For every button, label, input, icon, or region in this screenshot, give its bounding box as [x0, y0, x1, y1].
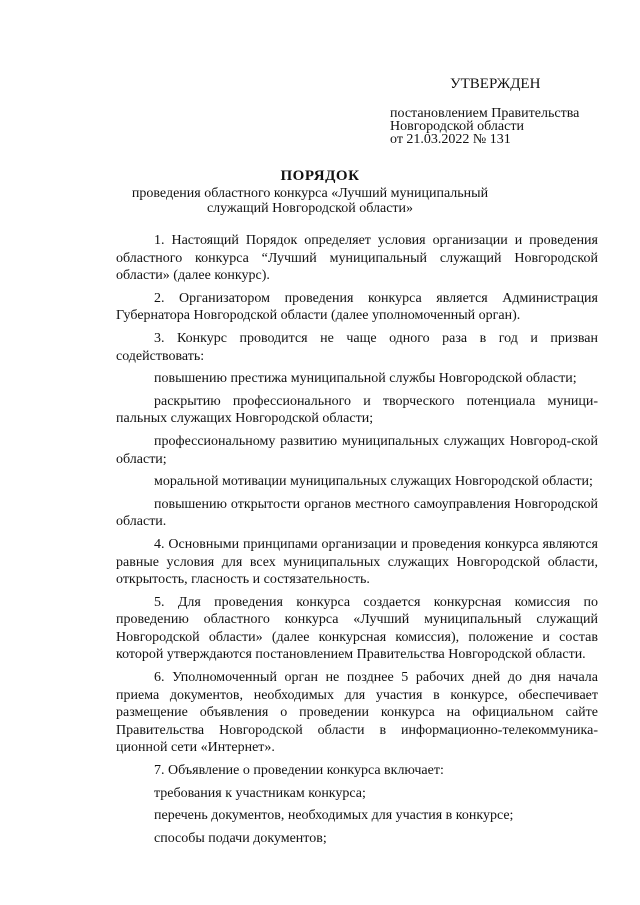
- list-item: моральной мотивации муниципальных служащих Новгородской области;: [154, 474, 593, 490]
- paragraph: 7. Объявление о проведении конкурса включает:: [154, 763, 444, 779]
- approval-line: постановлением Правительства: [390, 106, 580, 121]
- paragraph: 3. Конкурс проводится не чаще одного раза в год и призван содействовать:: [116, 330, 598, 364]
- list-item: профессиональному развитию муниципальных служащих Новгород-ской области;: [116, 433, 598, 467]
- approved-label: УТВЕРЖДЕН: [450, 76, 541, 92]
- list-item: требования к участникам конкурса;: [154, 785, 366, 801]
- paragraph: 5. Для проведения конкурса создается конкурсная комиссия по проведению областного конкурса «Лучший муниципальный служащий Новгородской области» (далее конкурсная комиссия), положение и состав которой утверждаются постановлением Правительства Новгородской области.: [116, 594, 598, 663]
- paragraph: 1. Настоящий Порядок определяет условия организации и проведения областного конкурса “Лучший муниципальный служащий Новгородской области» (далее конкурс).: [116, 233, 598, 284]
- document-body: [116, 232, 598, 852]
- approval-block: [390, 78, 620, 146]
- document-title: ПОРЯДОК: [280, 168, 360, 184]
- paragraph: 4. Основными принципами организации и проведения конкурса являются равные условия для всех муниципальных служащих Новгородской области, открытость, гласность и состязательность.: [116, 536, 598, 588]
- approval-line: Новгородской области: [390, 119, 524, 134]
- approval-line: от 21.03.2022 № 131: [390, 132, 511, 147]
- list-item: перечень документов, необходимых для участия в конкурсе;: [154, 808, 514, 824]
- list-item: повышению открытости органов местного самоуправления Новгородской области.: [116, 496, 598, 530]
- list-item: раскрытию профессионального и творческого потенциала муници-пальных служащих Новгородской области;: [116, 393, 598, 427]
- document-subtitle: проведения областного конкурса «Лучший муниципальный служащий Новгородской области»: [131, 186, 489, 216]
- list-item: повышению престижа муниципальной службы Новгородской области;: [154, 371, 577, 387]
- list-item: способы подачи документов;: [154, 830, 327, 846]
- paragraph: 6. Уполномоченный орган не позднее 5 рабочих дней до дня начала приема документов, необходимых для участия в конкурсе, обеспечивает размещение объявления о проведении конкурса на официальном сайте Правительства Новгородской области в информационно-телекоммуника-ционной сети «Интернет».: [116, 670, 598, 756]
- paragraph: 2. Организатором проведения конкурса является Администрация Губернатора Новгородской области (далее уполномоченный орган).: [116, 290, 598, 324]
